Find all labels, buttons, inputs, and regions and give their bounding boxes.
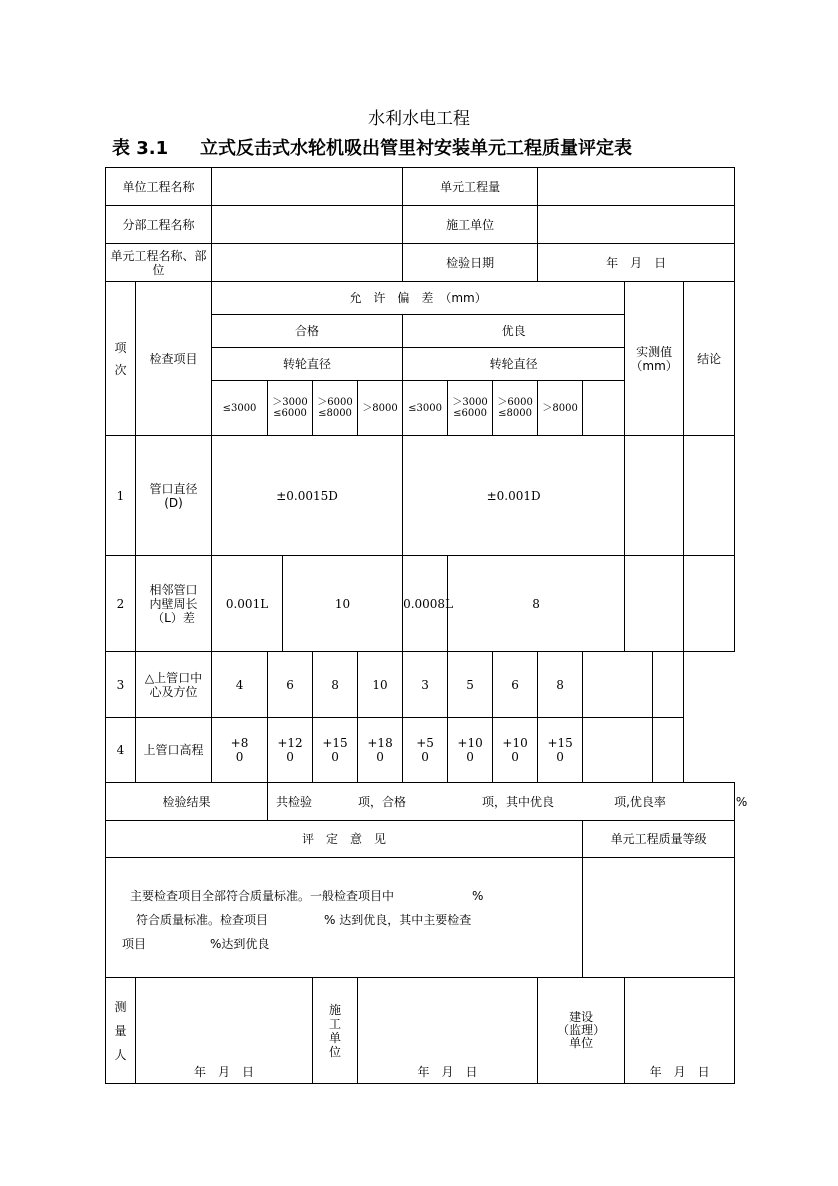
excellent-tolerance: ±0.001D: [403, 436, 625, 556]
check-item: 上管口高程: [136, 718, 212, 783]
excellent-tolerance: 0.0008L: [403, 556, 448, 652]
range-cell: ＞3000 ≤6000: [268, 381, 313, 436]
unit-quantity-value[interactable]: [538, 168, 735, 206]
conclusion-header: 结论: [684, 282, 735, 436]
evaluation-opinion-text[interactable]: 主要检查项目全部符合质量标准。一般检查项目中 % 符合质量标准。检查项目 % 达到优良，其中主要检查 项目 %达到优良: [106, 858, 583, 978]
surveyor-label: 测 量 人: [106, 978, 136, 1084]
excellent-tolerance: +10 0: [448, 718, 493, 783]
conclusion-value[interactable]: [653, 718, 684, 783]
division-project-name-label: 分部工程名称: [106, 206, 212, 244]
surveyor-signature[interactable]: [136, 978, 313, 1084]
item-no: 4: [106, 718, 136, 783]
tolerance-header-row: [106, 282, 735, 315]
range-cell: ≤3000: [212, 381, 268, 436]
measured-value[interactable]: [625, 436, 684, 556]
range-cell: ＞6000 ≤8000: [493, 381, 538, 436]
form-title-text: 立式反击式水轮机吸出管里衬安装单元工程质量评定表: [200, 138, 632, 159]
construction-unit-label: 施工单位: [403, 206, 538, 244]
excellent-tolerance: 8: [538, 652, 583, 718]
tolerance-header: 允 许 偏 差 （mm）: [212, 282, 625, 315]
range-cell: ＞3000 ≤6000: [448, 381, 493, 436]
excellent-runner-diameter: 转轮直径: [403, 348, 625, 381]
owner-supervisor-signature[interactable]: [625, 978, 735, 1084]
qualified-header: 合格: [212, 315, 403, 348]
evaluation-header-row: [106, 821, 735, 858]
construction-unit-signature[interactable]: [358, 978, 538, 1084]
check-item: 相邻管口 内壁周长 （L）差: [136, 556, 212, 652]
inspection-date-value[interactable]: 年 月 日: [538, 244, 735, 282]
construction-unit-sign-label: 施 工 单 位: [313, 978, 358, 1084]
qualified-tolerance: 0.001L: [212, 556, 283, 652]
unit-project-name-label: 单位工程名称: [106, 168, 212, 206]
construction-unit-date: 年 月 日: [417, 1065, 478, 1079]
item-no: 1: [106, 436, 136, 556]
qualified-tolerance: +8 0: [212, 718, 268, 783]
qualified-tolerance: 8: [313, 652, 358, 718]
range-cell: ≤3000: [403, 381, 448, 436]
measured-value[interactable]: [625, 556, 684, 652]
conclusion-value[interactable]: [684, 556, 735, 652]
range-cell: ＞6000 ≤8000: [313, 381, 358, 436]
qualified-tolerance: +15 0: [313, 718, 358, 783]
table-row: [106, 718, 735, 783]
check-item: 管口直径 (D): [136, 436, 212, 556]
quality-grade-label: 单元工程质量等级: [583, 821, 735, 858]
conclusion-value[interactable]: [684, 436, 735, 556]
surveyor-date: 年 月 日: [194, 1065, 255, 1079]
quality-assessment-table: [105, 167, 748, 1084]
qualified-tolerance: 6: [268, 652, 313, 718]
range-cell: ＞8000: [538, 381, 583, 436]
item-no-header: 项次: [106, 282, 136, 436]
unit-name-location-label: 单元工程名称、部位: [106, 244, 212, 282]
excellent-tolerance: 5: [448, 652, 493, 718]
check-item-header: 检查项目: [136, 282, 212, 436]
measured-value[interactable]: [583, 718, 653, 783]
table-row: [106, 556, 735, 652]
quality-grade-value[interactable]: [583, 858, 735, 978]
info-row-unit-project: [106, 168, 735, 206]
unit-name-location-value[interactable]: [212, 244, 403, 282]
excellent-tolerance: 6: [493, 652, 538, 718]
inspection-result-text[interactable]: 共检验 项，合格 项，其中优良 项,优良率 %: [268, 783, 735, 821]
excellent-tolerance: 8: [448, 556, 625, 652]
inspection-result-row: [106, 783, 735, 821]
excellent-tolerance: +10 0: [493, 718, 538, 783]
unit-project-name-value[interactable]: [212, 168, 403, 206]
unit-quantity-label: 单元工程量: [403, 168, 538, 206]
qualified-runner-diameter: 转轮直径: [212, 348, 403, 381]
inspection-result-label: 检验结果: [106, 783, 268, 821]
info-row-unit-name: [106, 244, 735, 282]
check-item: △上管口中 心及方位: [136, 652, 212, 718]
excellent-tolerance: 3: [403, 652, 448, 718]
excellent-header: 优良: [403, 315, 625, 348]
qualified-tolerance: 4: [212, 652, 268, 718]
excellent-tolerance: +15 0: [538, 718, 583, 783]
qualified-tolerance: +12 0: [268, 718, 313, 783]
form-title: [112, 134, 632, 160]
item-no: 2: [106, 556, 136, 652]
table-row: [106, 436, 735, 556]
qualified-tolerance: ±0.0015D: [212, 436, 403, 556]
form-number: 表 3.1: [112, 138, 169, 159]
info-row-division: [106, 206, 735, 244]
document-header: 水利水电工程: [368, 109, 470, 129]
table-row: [106, 652, 735, 718]
signature-row: [106, 978, 735, 1084]
inspection-date-label: 检验日期: [403, 244, 538, 282]
range-cell: ＞8000: [358, 381, 403, 436]
qualified-tolerance: +18 0: [358, 718, 403, 783]
owner-supervisor-date: 年 月 日: [649, 1065, 710, 1079]
qualified-tolerance: 10: [283, 556, 403, 652]
item-no: 3: [106, 652, 136, 718]
qualified-tolerance: 10: [358, 652, 403, 718]
construction-unit-value[interactable]: [538, 206, 735, 244]
measured-value[interactable]: [583, 652, 653, 718]
division-project-name-value[interactable]: [212, 206, 403, 244]
excellent-tolerance: +5 0: [403, 718, 448, 783]
measured-value-header: 实测值（mm）: [625, 282, 684, 436]
conclusion-value[interactable]: [653, 652, 684, 718]
evaluation-body-row: [106, 858, 735, 978]
evaluation-opinion-label: 评 定 意 见: [106, 821, 583, 858]
owner-supervisor-label: 建设 （监理） 单位: [538, 978, 625, 1084]
